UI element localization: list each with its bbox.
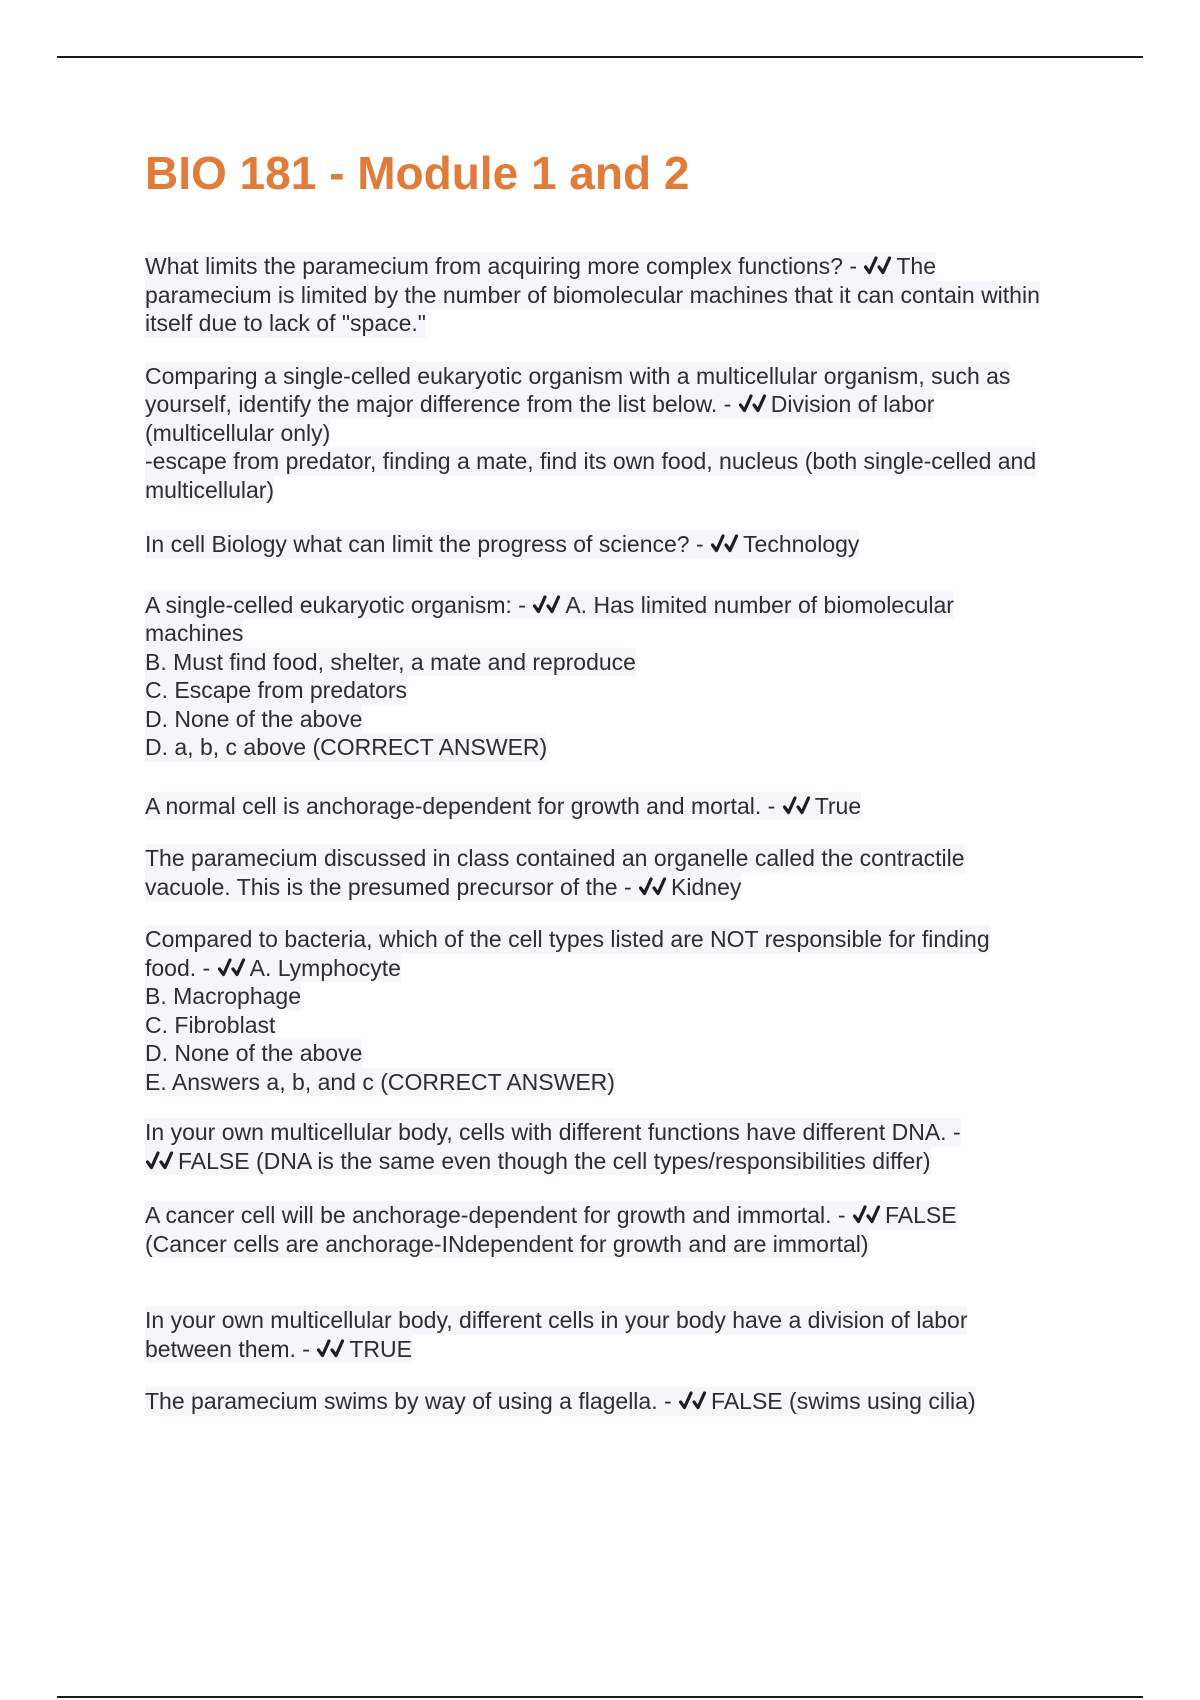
question-line xyxy=(145,925,990,954)
line-text: -escape from predator, finding a mate, find its own food, nucleus (both single-celled and xyxy=(145,448,1037,474)
line-text: E. Answers a, b, and c (CORRECT ANSWER) xyxy=(145,1068,615,1095)
answer-text: True xyxy=(814,792,862,819)
line-text: What limits the paramecium from acquiring more complex functions? - xyxy=(145,253,857,279)
answer-text: TRUE xyxy=(349,1335,412,1362)
qa-item xyxy=(145,925,1105,1096)
line-text: vacuole. This is the presumed precursor of the - xyxy=(145,873,632,900)
question-line xyxy=(145,591,954,620)
answer-line xyxy=(145,648,636,677)
double-check-icon xyxy=(146,1150,174,1172)
question-line xyxy=(145,1306,967,1335)
answer-line xyxy=(145,619,243,648)
line-text: D. a, b, c above (CORRECT ANSWER) xyxy=(145,734,548,760)
answer-line xyxy=(145,982,301,1011)
answer-line xyxy=(145,1039,362,1068)
answer-text: Technology xyxy=(743,531,860,557)
line-text: C. Escape from predators xyxy=(145,677,408,703)
double-check-icon xyxy=(679,1390,707,1412)
double-check-icon xyxy=(317,1338,345,1360)
line-text: (multicellular only) xyxy=(145,419,331,446)
line-text: C. Fibroblast xyxy=(145,1011,276,1038)
line-text: The paramecium swims by way of using a flagella. - xyxy=(145,1388,672,1414)
question-line xyxy=(145,1147,931,1176)
answer-text: A. Lymphocyte xyxy=(249,954,401,981)
answer-text: Kidney xyxy=(671,873,742,900)
line-text: between them. - xyxy=(145,1335,310,1362)
question-line xyxy=(145,1201,957,1230)
question-line xyxy=(145,530,859,559)
page-title: BIO 181 - Module 1 and 2 xyxy=(145,147,690,199)
answer-line xyxy=(145,447,1036,476)
answer-text: FALSE xyxy=(884,1202,957,1228)
answer-line xyxy=(145,1230,869,1259)
answer-line xyxy=(145,419,330,448)
line-text: food. - xyxy=(145,954,211,981)
qa-item xyxy=(145,1201,1105,1258)
qa-item xyxy=(145,252,1105,338)
line-text: In your own multicellular body, different cells in your body have a division of labor xyxy=(145,1307,968,1333)
line-text: B. Macrophage xyxy=(145,983,301,1009)
answer-line xyxy=(145,733,547,762)
answer-line xyxy=(145,705,362,734)
line-text: A cancer cell will be anchorage-dependent for growth and immortal. - xyxy=(145,1202,846,1228)
double-check-icon xyxy=(218,957,246,979)
line-text: (Cancer cells are anchorage-INdependent for growth and are immortal) xyxy=(145,1230,869,1257)
line-text: multicellular) xyxy=(145,476,275,503)
header-rule xyxy=(57,56,1143,58)
qa-item xyxy=(145,844,1105,901)
answer-line xyxy=(145,476,274,505)
line-text: Compared to bacteria, which of the cell types listed are NOT responsible for finding xyxy=(145,926,990,952)
question-line xyxy=(145,390,934,419)
question-line xyxy=(145,873,741,902)
question-line xyxy=(145,1387,976,1416)
double-check-icon xyxy=(783,795,811,817)
question-line xyxy=(145,954,401,983)
double-check-icon xyxy=(639,876,667,898)
qa-item xyxy=(145,362,1105,505)
question-line xyxy=(145,792,861,821)
line-text: The paramecium discussed in class contained an organelle called the contractile xyxy=(145,845,965,871)
double-check-icon xyxy=(711,533,739,555)
question-line xyxy=(145,1335,412,1364)
answer-line xyxy=(145,281,1040,310)
line-text: A normal cell is anchorage-dependent for growth and mortal. - xyxy=(145,792,776,819)
double-check-icon xyxy=(853,1204,881,1226)
line-text: itself due to lack of "space." xyxy=(145,310,426,336)
line-text: machines xyxy=(145,620,244,646)
answer-line xyxy=(145,309,426,338)
line-text: yourself, identify the major difference from the list below. - xyxy=(145,391,732,417)
qa-item xyxy=(145,1387,1105,1416)
answer-text: FALSE (DNA is the same even though the cell types/responsibilities differ) xyxy=(178,1147,931,1174)
qa-item xyxy=(145,1306,1105,1363)
answer-line xyxy=(145,676,407,705)
answer-text: FALSE (swims using cilia) xyxy=(711,1388,976,1414)
question-line xyxy=(145,844,965,873)
answer-text: A. Has limited number of biomolecular xyxy=(565,591,954,618)
double-check-icon xyxy=(533,594,561,616)
answer-line xyxy=(145,1011,275,1040)
line-text: Comparing a single-celled eukaryotic organism with a multicellular organism, such as xyxy=(145,362,1011,389)
line-text: In your own multicellular body, cells with different functions have different DNA. - xyxy=(145,1119,961,1145)
question-line xyxy=(145,252,936,281)
qa-item xyxy=(145,792,1105,821)
line-text: In cell Biology what can limit the progress of science? - xyxy=(145,531,704,557)
qa-item xyxy=(145,530,1105,559)
answer-text: Division of labor xyxy=(770,391,935,417)
double-check-icon xyxy=(864,255,892,277)
line-text: A single-celled eukaryotic organism: - xyxy=(145,591,526,618)
question-line xyxy=(145,362,1010,391)
double-check-icon xyxy=(739,393,767,415)
footer-rule xyxy=(57,1696,1143,1698)
qa-item xyxy=(145,591,1105,762)
qa-list xyxy=(145,228,1105,1416)
qa-item xyxy=(145,1118,1105,1175)
answer-line xyxy=(145,1068,615,1097)
line-text: D. None of the above xyxy=(145,705,363,732)
line-text: D. None of the above xyxy=(145,1040,363,1066)
line-text: B. Must find food, shelter, a mate and reproduce xyxy=(145,648,636,675)
question-line xyxy=(145,1118,961,1147)
line-text: paramecium is limited by the number of biomolecular machines that it can contain within xyxy=(145,281,1040,308)
answer-text: The xyxy=(896,253,937,279)
